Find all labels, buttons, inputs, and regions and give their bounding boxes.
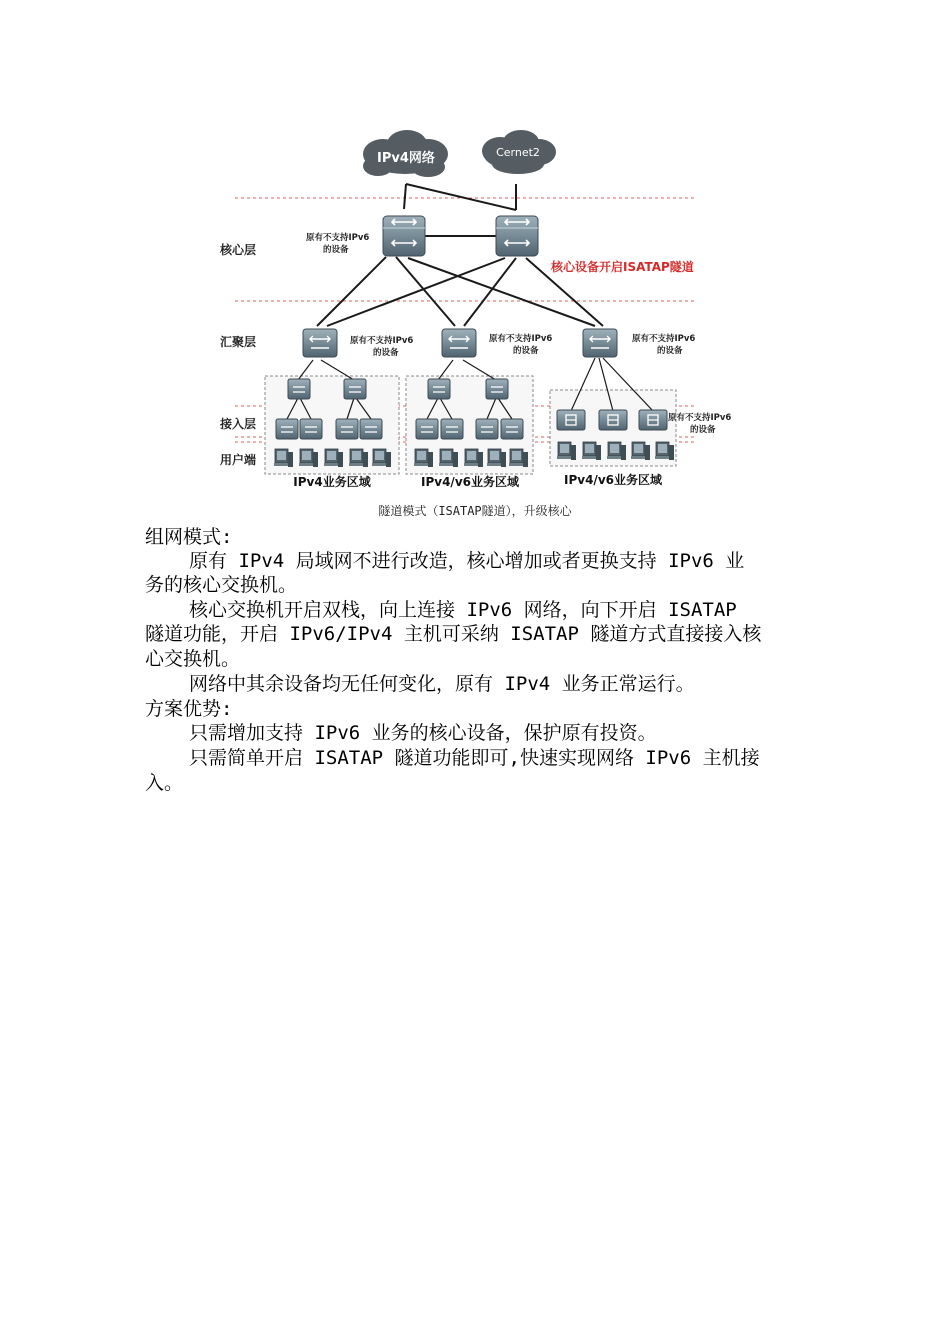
user-layer-label: 用户端 <box>220 453 257 467</box>
access-device <box>476 419 498 439</box>
access-device-note-line1: 原有不支持IPv6 <box>668 413 731 423</box>
access-switch <box>288 379 310 399</box>
core-layer-label: 核心层 <box>220 243 257 257</box>
access-device <box>441 419 463 439</box>
access-layer-label: 接入层 <box>220 417 257 431</box>
access-device <box>501 419 523 439</box>
paragraph-line: 只需增加支持 IPv6 业务的核心设备，保护原有投资。 <box>189 722 657 744</box>
core-isatap-callout: 核心设备开启ISATAP隧道 <box>551 260 694 274</box>
access-device <box>276 419 298 439</box>
zone-label-dualstack-2: IPv4/v6业务区域 <box>564 473 662 487</box>
core-switch-right <box>496 216 538 256</box>
access-switch-legacy <box>599 410 627 430</box>
paragraph-line: 务的核心交换机。 <box>145 574 298 596</box>
core-device-note-line2: 的设备 <box>323 245 349 255</box>
aggregation-switch-3 <box>583 329 617 357</box>
access-device <box>300 419 322 439</box>
agg3-device-note-line1: 原有不支持IPv6 <box>632 334 696 344</box>
figure-caption: 隧道模式（ISATAP隧道），升级核心 <box>378 504 572 518</box>
paragraph-line: 只需简单开启 ISATAP 隧道功能即可,快速实现网络 IPv6 主机接 <box>189 747 760 769</box>
access-switch <box>428 379 450 399</box>
ipv4-cloud-label: IPv4网络 <box>377 151 435 166</box>
core-device-note-line1: 原有不支持IPv6 <box>306 233 370 243</box>
agg3-device-note-line2: 的设备 <box>657 346 683 356</box>
section-heading-networking-mode: 组网模式: <box>145 526 233 548</box>
paragraph-line: 入。 <box>145 772 184 794</box>
aggregation-switch-1 <box>303 329 337 357</box>
access-device <box>360 419 382 439</box>
access-device <box>416 419 438 439</box>
agg2-device-note-line1: 原有不支持IPv6 <box>489 334 553 344</box>
paragraph-line: 心交换机。 <box>145 648 241 670</box>
agg2-device-note-line2: 的设备 <box>513 346 539 356</box>
paragraph-line: 原有 IPv4 局域网不进行改造，核心增加或者更换支持 IPv6 业 <box>189 550 745 572</box>
agg1-device-note-line2: 的设备 <box>373 348 399 358</box>
agg1-device-note-line1: 原有不支持IPv6 <box>350 336 414 346</box>
aggregation-switch-2 <box>442 329 476 357</box>
paragraph-line: 核心交换机开启双栈，向上连接 IPv6 网络，向下开启 ISATAP <box>189 599 737 621</box>
access-device <box>336 419 358 439</box>
section-heading-advantages: 方案优势: <box>145 698 233 720</box>
access-switch <box>486 379 508 399</box>
access-switch-legacy <box>557 410 585 430</box>
paragraph-line: 网络中其余设备均无任何变化，原有 IPv4 业务正常运行。 <box>189 673 695 695</box>
aggregation-layer-label: 汇聚层 <box>220 335 257 349</box>
zone-label-dualstack-1: IPv4/v6业务区域 <box>421 475 519 489</box>
access-switch <box>344 379 366 399</box>
cernet2-cloud-label: Cernet2 <box>496 146 540 159</box>
paragraph-line: 隧道功能，开启 IPv6/IPv4 主机可采纳 ISATAP 隧道方式直接接入核 <box>145 623 762 645</box>
zone-label-ipv4: IPv4业务区域 <box>293 475 371 489</box>
access-device-note-line2: 的设备 <box>690 425 716 435</box>
access-switch-legacy <box>639 410 667 430</box>
core-switch-left <box>383 216 425 256</box>
network-topology-diagram <box>213 124 731 496</box>
